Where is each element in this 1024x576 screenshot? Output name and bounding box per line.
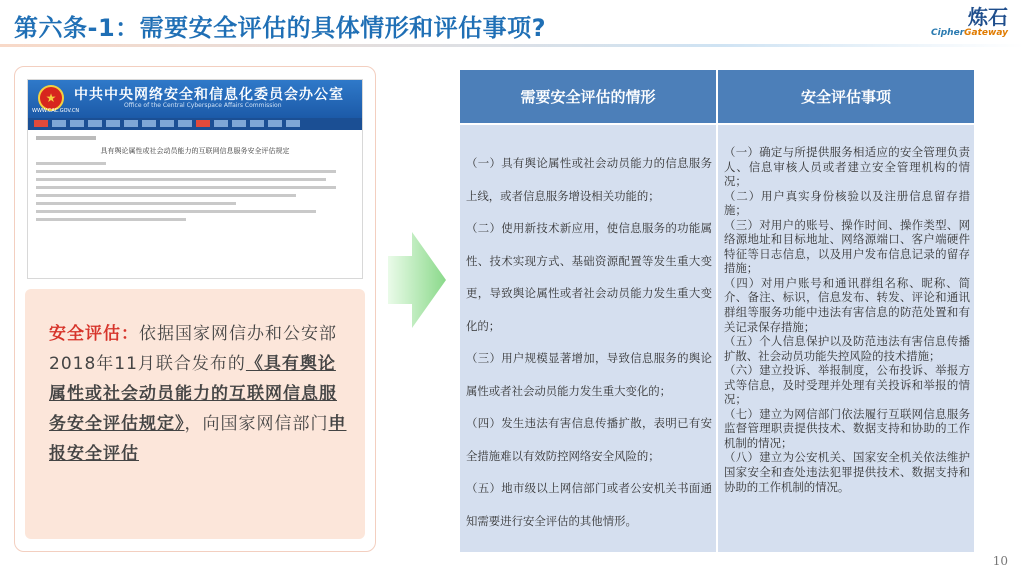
screenshot-org-name: 中共中央网络安全和信息化委员会办公室 bbox=[74, 87, 344, 103]
text-line bbox=[36, 210, 316, 213]
nav-block bbox=[70, 120, 84, 127]
logo-cn: 炼石 bbox=[968, 5, 1008, 29]
nav-block bbox=[178, 120, 192, 127]
assessment-item: （三）对用户的账号、操作时间、操作类型、网络源地址和目标地址、网络源端口、客户端硬件特征等日志信息，以及用户发布信息记录的留存措施； bbox=[724, 217, 970, 276]
regulation-name: 《具有舆论属性或社会动员能力的互联网信息服务安全评估规定》 bbox=[49, 354, 337, 434]
situation-item: （二）使用新技术新应用，使信息服务的功能属性、技术实现方式、基础资源配置等发生重大变更，导致舆论属性或者社会动员能力发生重大变化的； bbox=[466, 221, 712, 333]
text-line bbox=[36, 218, 186, 221]
assessment-item: （二）用户真实身份核验以及注册信息留存措施； bbox=[724, 188, 970, 218]
assessment-table bbox=[460, 70, 974, 552]
assessment-item: （八）建立为公安机关、国家安全机关依法维护国家安全和查处违法犯罪提供技术、数据支持和协助的工作机制的情况。 bbox=[724, 450, 970, 494]
text-line bbox=[36, 186, 336, 189]
nav-block bbox=[214, 120, 228, 127]
nav-block bbox=[106, 120, 120, 127]
screenshot-url: WWW.CAC.GOV.CN bbox=[32, 108, 80, 114]
nav-block bbox=[124, 120, 138, 127]
nav-block bbox=[286, 120, 300, 127]
assessment-item: （一）确定与所提供服务相适应的安全管理负责人、信息审核人员或者建立安全管理机构的情况； bbox=[724, 145, 970, 189]
screenshot-org-name-en: Office of the Central Cyberspace Affairs Commission bbox=[124, 102, 282, 109]
page-title: 第六条-1：需要安全评估的具体情形和评估事项? bbox=[14, 14, 547, 42]
title-divider bbox=[0, 44, 1024, 47]
text-line bbox=[36, 194, 296, 197]
screenshot-header bbox=[28, 80, 362, 118]
screenshot-body bbox=[28, 130, 362, 232]
screenshot-doc-title: 具有舆论属性或社会动员能力的互联网信息服务安全评估规定 bbox=[100, 147, 290, 155]
text-line bbox=[36, 162, 106, 165]
text-line bbox=[36, 178, 326, 181]
situation-item: （四）发生违法有害信息传播扩散，表明已有安全措施难以有效防控网络安全风险的； bbox=[466, 416, 712, 463]
text-line bbox=[36, 170, 336, 173]
header-situations: 需要安全评估的情形 bbox=[460, 70, 716, 123]
assessment-item: （四）对用户账号和通讯群组名称、昵称、简介、备注、标识，信息发布、转发、评论和通讯群组等服务功能中违法有害信息的防范处置和有关记录保存措施； bbox=[724, 275, 970, 334]
assessment-item: （七）建立为网信部门依法履行互联网信息服务监督管理职责提供技术、数据支持和协助的工作机制的情况； bbox=[724, 406, 970, 450]
callout-text1: 依据国家网信办和公安部2018年11月联合发布的 bbox=[49, 324, 337, 374]
nav-block bbox=[160, 120, 174, 127]
callout-text2: ，向国家网信部门 bbox=[184, 414, 329, 434]
nav-block bbox=[268, 120, 282, 127]
situation-item: （三）用户规模显著增加，导致信息服务的舆论属性或者社会动员能力发生重大变化的； bbox=[466, 351, 712, 398]
regulation-screenshot bbox=[27, 79, 363, 279]
page-number: 10 bbox=[992, 554, 1008, 568]
nav-block bbox=[52, 120, 66, 127]
situation-item: （五）地市级以上网信部门或者公安机关书面通知需要进行安全评估的其他情形。 bbox=[466, 481, 712, 528]
national-emblem-icon: ★ bbox=[38, 85, 64, 111]
logo-en bbox=[931, 28, 1008, 38]
screenshot-nav bbox=[28, 118, 362, 130]
logo-en-part1: Cipher bbox=[931, 28, 965, 38]
nav-block bbox=[88, 120, 102, 127]
assessment-item: （六）建立投诉、举报制度，公布投诉、举报方式等信息，及时受理并处理有关投诉和举报的情况； bbox=[724, 363, 970, 407]
text-line bbox=[36, 202, 236, 205]
callout-label: 安全评估： bbox=[49, 324, 139, 344]
screenshot-breadcrumb bbox=[36, 136, 96, 140]
nav-block bbox=[196, 120, 210, 127]
assessment-callout bbox=[25, 289, 365, 539]
nav-block bbox=[232, 120, 246, 127]
items-cell bbox=[718, 125, 974, 552]
situations-cell bbox=[460, 125, 716, 552]
assessment-item: （五）个人信息保护以及防范违法有害信息传播扩散、社会动员功能失控风险的技术措施； bbox=[724, 334, 970, 363]
nav-block bbox=[142, 120, 156, 127]
header-items: 安全评估事项 bbox=[718, 70, 974, 123]
logo-en-part2: Gateway bbox=[964, 28, 1008, 38]
callout-action: 申报安全评估 bbox=[49, 414, 347, 464]
company-logo bbox=[931, 6, 1008, 38]
nav-block bbox=[34, 120, 48, 127]
nav-block bbox=[250, 120, 264, 127]
left-card bbox=[14, 66, 376, 552]
arrow-right-icon bbox=[388, 232, 446, 328]
situation-item: （一）具有舆论属性或社会动员能力的信息服务上线，或者信息服务增设相关功能的； bbox=[466, 156, 712, 203]
